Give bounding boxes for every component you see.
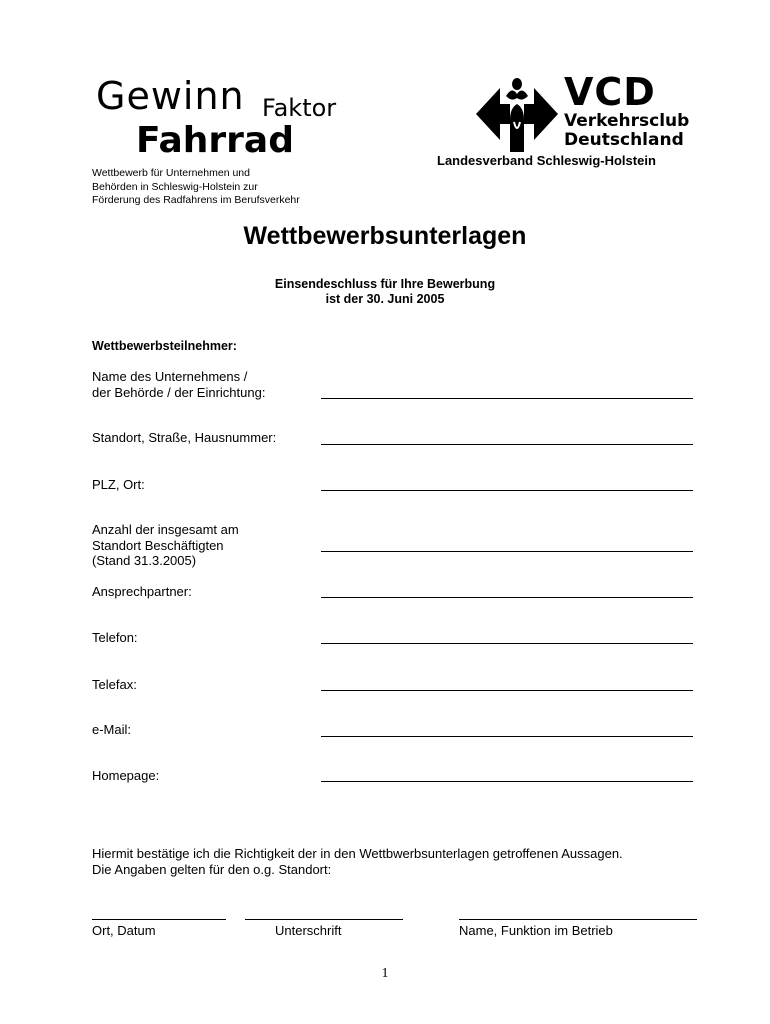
vcd-logo-title: VCD <box>564 70 656 114</box>
signature-label: Unterschrift <box>275 923 342 938</box>
tagline-line: Behörden in Schleswig-Holstein zur <box>92 180 258 193</box>
place-date-line[interactable] <box>92 919 226 920</box>
logo-word-fahrrad: Fahrrad <box>136 120 294 161</box>
field-fax-line[interactable] <box>321 690 693 691</box>
vcd-logo-subtitle <box>564 112 689 150</box>
confirmation-line: Die Angaben gelten für den o.g. Standort: <box>92 862 332 877</box>
vcd-subtitle-line: Verkehrsclub <box>564 111 690 131</box>
field-contact-person-line[interactable] <box>321 597 693 598</box>
logo-word-faktor: Faktor <box>262 94 337 122</box>
name-function-label: Name, Funktion im Betrieb <box>459 923 613 938</box>
field-label-zip-city: PLZ, Ort: <box>92 477 145 492</box>
page-number: 1 <box>381 966 389 981</box>
regional-association: Landesverband Schleswig-Holstein <box>437 153 656 168</box>
field-label-contact-person: Ansprechpartner: <box>92 584 192 599</box>
field-company-name-line[interactable] <box>321 398 693 399</box>
field-label-email: e-Mail: <box>92 722 132 737</box>
field-employee-count-line[interactable] <box>321 551 693 552</box>
name-function-line[interactable] <box>459 919 697 920</box>
gewinn-faktor-fahrrad-logo <box>96 74 356 164</box>
logo-word-gewinn: Gewinn <box>96 74 245 118</box>
field-phone-line[interactable] <box>321 643 693 644</box>
field-label-employee-count: Anzahl der insgesamt am Standort Beschäftigten (Stand 31.3.2005) <box>92 522 239 568</box>
confirmation-statement <box>92 846 623 878</box>
document-title: Wettbewerbsunterlagen <box>243 222 527 250</box>
competition-tagline <box>92 167 352 208</box>
tagline-line: Förderung des Radfahrens im Berufsverkehr <box>92 194 300 206</box>
field-zip-city-line[interactable] <box>321 490 693 491</box>
deadline-line: Einsendeschluss für Ihre Bewerbung <box>274 277 496 291</box>
vcd-emblem-icon <box>476 74 558 154</box>
submission-deadline <box>0 277 770 307</box>
section-heading: Wettbewerbsteilnehmer: <box>92 339 237 353</box>
field-homepage-line[interactable] <box>321 781 693 782</box>
tagline-line: Wettbewerb für Unternehmen und <box>92 167 250 179</box>
field-email-line[interactable] <box>321 736 693 737</box>
confirmation-line: Hiermit bestätige ich die Richtigkeit der in den Wettbwerbsunterlagen getroffenen Aussagen. <box>92 846 623 861</box>
signature-line[interactable] <box>245 919 403 920</box>
field-label-address: Standort, Straße, Hausnummer: <box>92 430 277 445</box>
field-label-company-name: Name des Unternehmens / der Behörde / der Einrichtung: <box>92 369 266 400</box>
field-label-homepage: Homepage: <box>92 768 160 783</box>
deadline-line: ist der 30. Juni 2005 <box>325 292 445 306</box>
field-label-phone: Telefon: <box>92 630 138 645</box>
vcd-subtitle-line: Deutschland <box>564 130 684 150</box>
place-date-label: Ort, Datum <box>92 923 156 938</box>
field-address-line[interactable] <box>321 444 693 445</box>
field-label-fax: Telefax: <box>92 677 137 692</box>
